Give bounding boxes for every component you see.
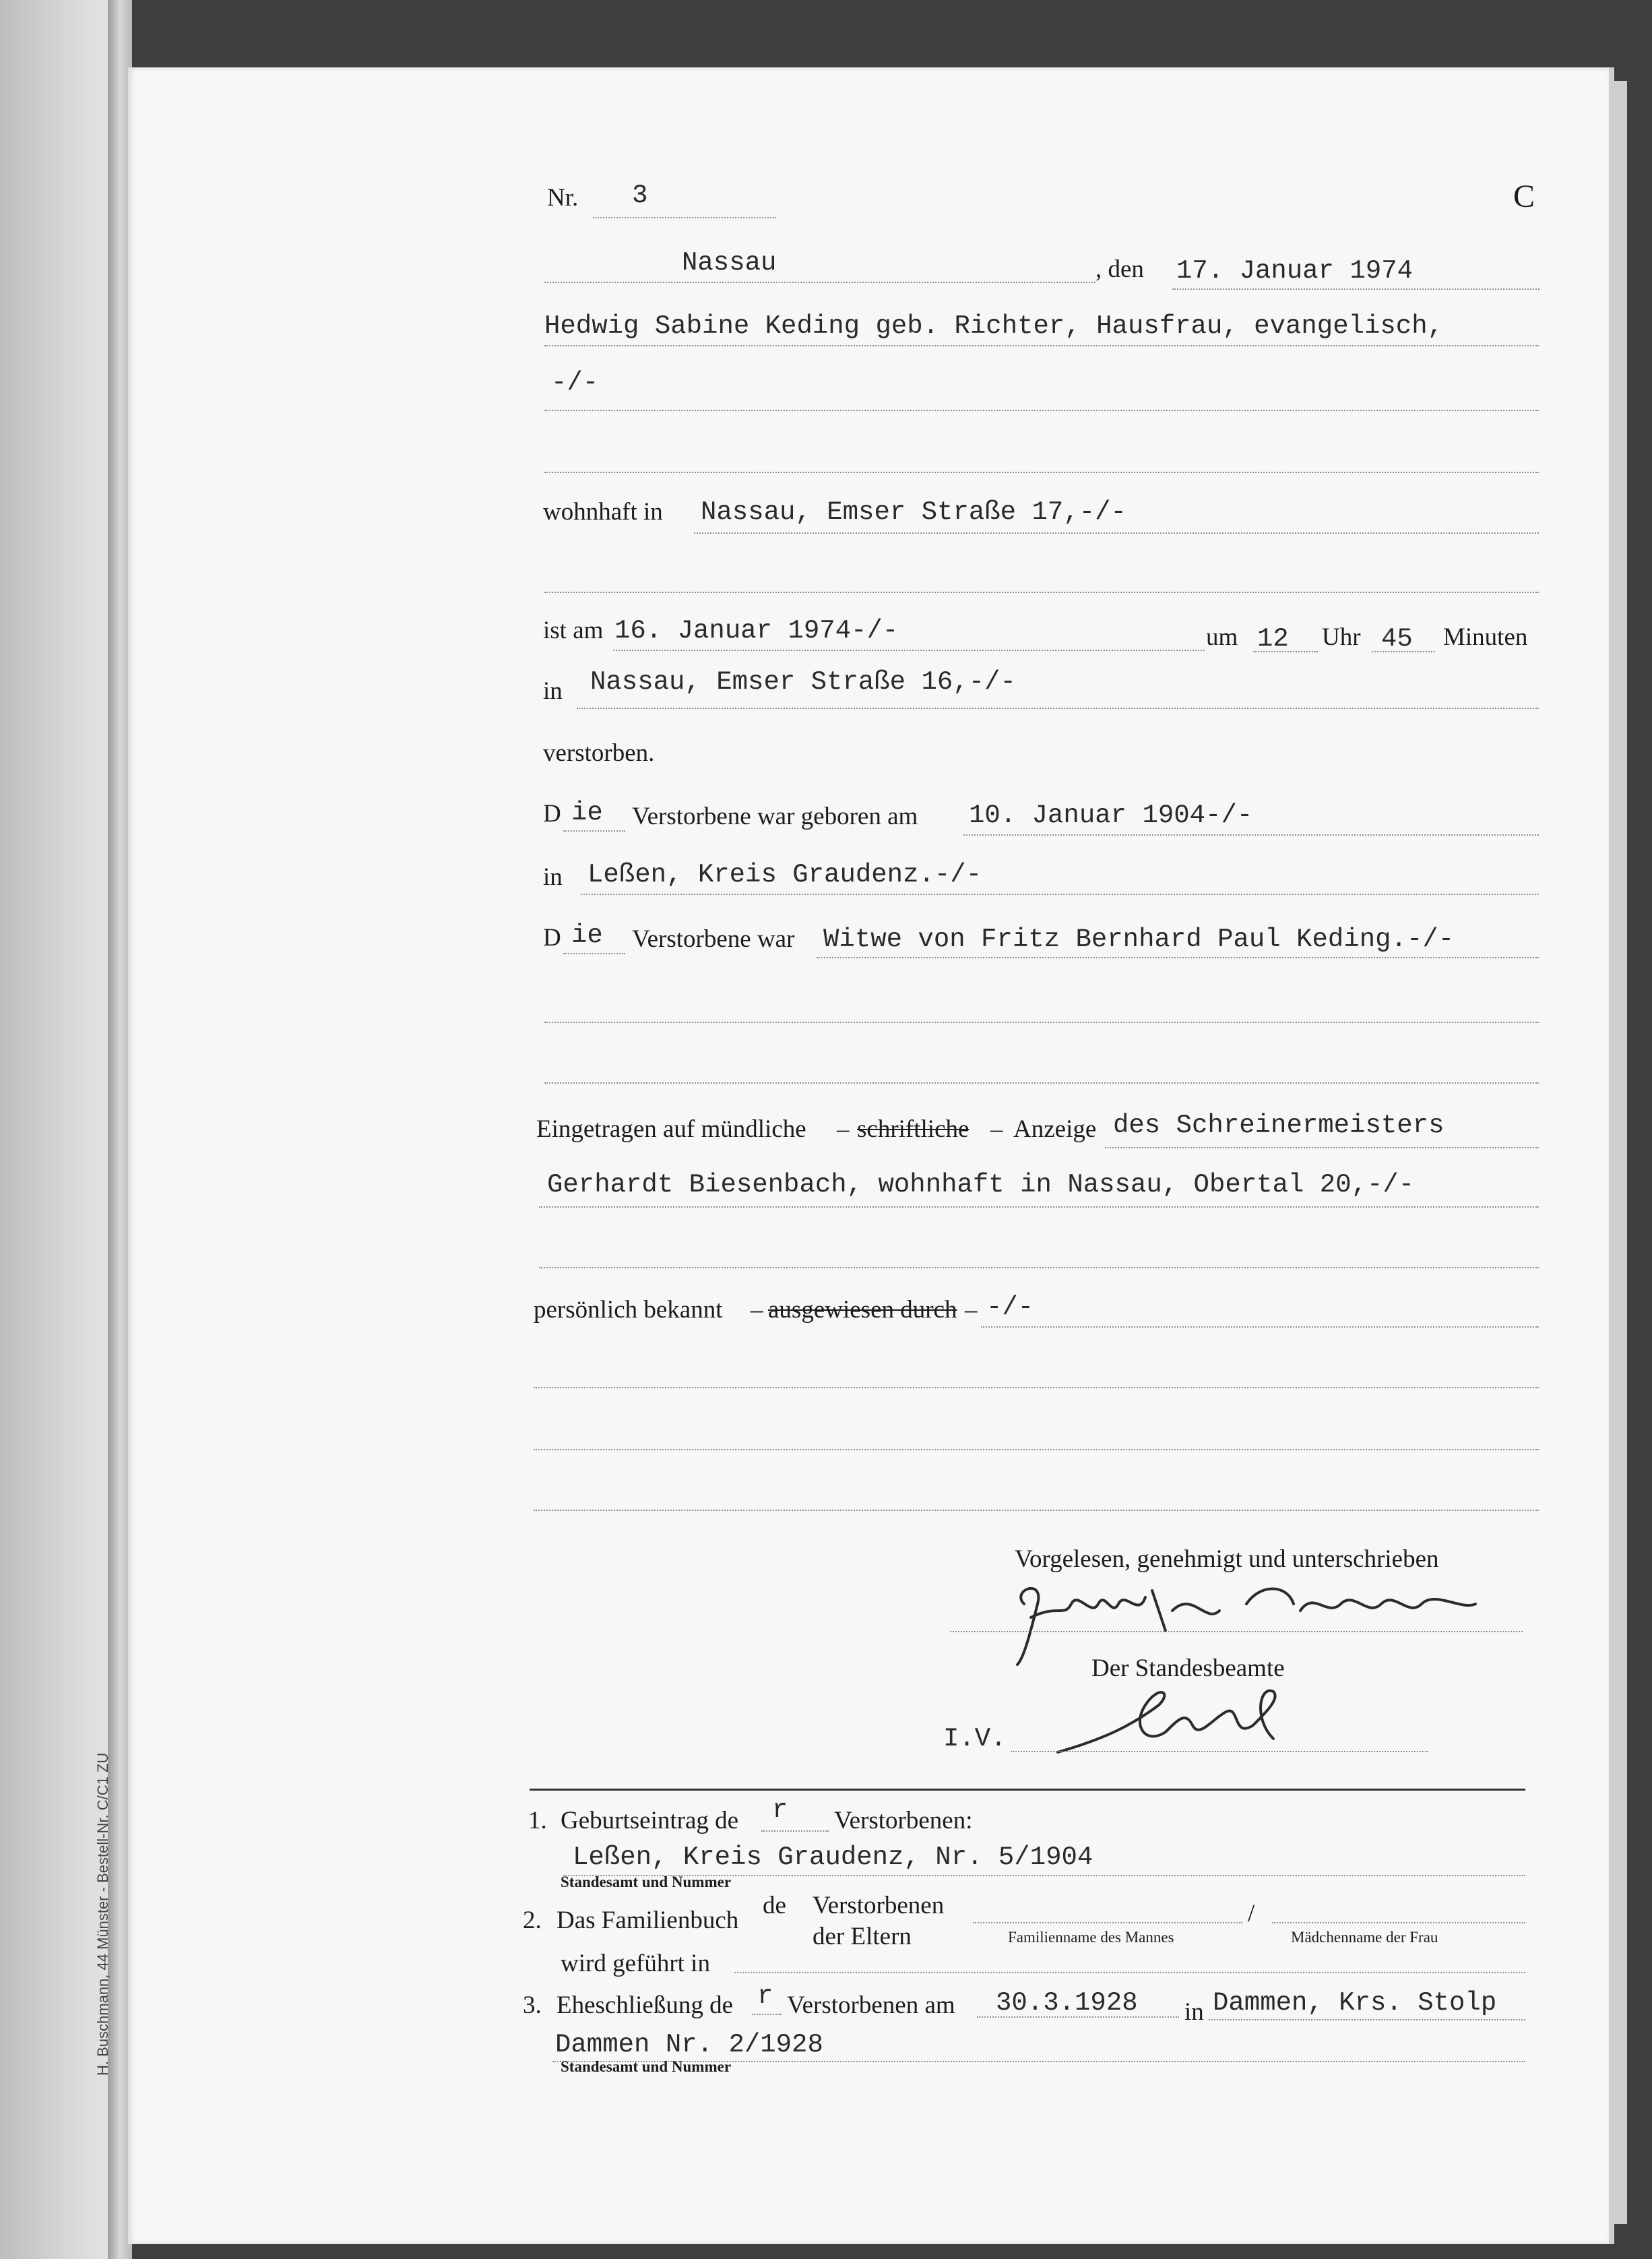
bekannt-line bbox=[981, 1326, 1539, 1328]
nr-value: 3 bbox=[632, 181, 648, 210]
ehe-mid: Verstorbenen am bbox=[787, 1991, 955, 2019]
blank-line-4 bbox=[544, 1082, 1539, 1084]
status-value: Witwe von Fritz Bernhard Paul Keding.-/- bbox=[823, 925, 1455, 954]
eingetragen-label: Eingetragen auf mündliche bbox=[536, 1115, 806, 1143]
vorgelesen-text: Vorgelesen, genehmigt und unterschrieben bbox=[1015, 1545, 1439, 1573]
blank-line-5 bbox=[539, 1267, 1539, 1268]
dash-1: – bbox=[837, 1115, 850, 1143]
maedchenname-caption: Mädchenname der Frau bbox=[1291, 1929, 1438, 1946]
geburt-suffix-line bbox=[761, 1830, 829, 1832]
born-label: Verstorbene war geboren am bbox=[632, 803, 918, 830]
footer-n1: 1. bbox=[528, 1807, 547, 1834]
geburt-label: Geburtseintrag de bbox=[561, 1807, 739, 1834]
official-signature-line bbox=[1011, 1751, 1428, 1752]
status-label: Verstorbene war bbox=[632, 925, 795, 953]
birth-place: Leßen, Kreis Graudenz.-/- bbox=[587, 860, 982, 890]
informant-line-2: Gerhardt Biesenbach, wohnhaft in Nassau, Obertal 20,-/- bbox=[547, 1170, 1415, 1200]
date: 17. Januar 1974 bbox=[1176, 256, 1413, 286]
blank-line-2 bbox=[544, 592, 1539, 593]
um-label: um bbox=[1206, 623, 1238, 651]
blank-line-7 bbox=[534, 1449, 1539, 1450]
maedchenname-line bbox=[1272, 1922, 1525, 1923]
person-line-1: Hedwig Sabine Keding geb. Richter, Hausfrau, evangelisch, bbox=[544, 311, 1444, 341]
death-date: 16. Januar 1974-/- bbox=[614, 616, 899, 646]
wohnhaft-label: wohnhaft in bbox=[543, 498, 663, 526]
ie-line-2 bbox=[563, 953, 625, 954]
place: Nassau bbox=[682, 248, 777, 278]
in-label: in bbox=[543, 677, 563, 705]
place-line bbox=[544, 282, 1095, 283]
verstorben: verstorben. bbox=[543, 739, 655, 767]
bekannt-label: persönlich bekannt bbox=[534, 1296, 723, 1324]
hour: 12 bbox=[1257, 624, 1289, 654]
verstorbenen-colon: Verstorbenen: bbox=[834, 1807, 973, 1834]
nr-label: Nr. bbox=[547, 184, 579, 212]
ehe-suffix: r bbox=[757, 1981, 773, 2011]
ehe-date-line bbox=[977, 2016, 1179, 2018]
dash-3: – bbox=[751, 1296, 763, 1324]
uhr-label: Uhr bbox=[1322, 623, 1361, 651]
standesamt-nummer-caption-2: Standesamt und Nummer bbox=[561, 2058, 732, 2075]
footer-rule bbox=[530, 1789, 1525, 1791]
iv-label: I.V. bbox=[943, 1724, 1007, 1754]
ist-am-label: ist am bbox=[543, 617, 604, 644]
informant-signature-line bbox=[950, 1631, 1523, 1632]
page-edge bbox=[1614, 81, 1627, 2224]
slash: / bbox=[1248, 1900, 1255, 1927]
geburt-suffix: r bbox=[772, 1795, 788, 1825]
minutes: 45 bbox=[1381, 624, 1413, 654]
blank-line-1 bbox=[544, 472, 1539, 473]
date-prefix: , den bbox=[1095, 255, 1144, 283]
familienbuch-label: Das Familienbuch bbox=[557, 1907, 739, 1934]
wohnhaft-value: Nassau, Emser Straße 17,-/- bbox=[701, 497, 1126, 527]
d-letter-2: D bbox=[543, 924, 561, 952]
person-line-2: -/- bbox=[551, 368, 599, 398]
d-letter-1: D bbox=[543, 800, 561, 828]
dash-4: – bbox=[965, 1296, 978, 1324]
ehe-registry: Dammen Nr. 2/1928 bbox=[555, 2030, 823, 2060]
status-line bbox=[817, 957, 1539, 958]
informant-line-2-rule bbox=[539, 1206, 1539, 1208]
der-eltern-label: der Eltern bbox=[813, 1923, 912, 1950]
ie-suffix-1: ie bbox=[571, 798, 603, 828]
person-line-1-rule bbox=[544, 345, 1539, 346]
ehe-in: in bbox=[1184, 1998, 1204, 2026]
person-line-2-rule bbox=[544, 410, 1539, 411]
dash-2: – bbox=[990, 1115, 1003, 1143]
death-date-line bbox=[613, 650, 1205, 651]
schriftliche-struck: schriftliche bbox=[857, 1115, 970, 1143]
informant-line-1: des Schreinermeisters bbox=[1113, 1111, 1444, 1140]
ehe-date: 30.3.1928 bbox=[996, 1988, 1138, 2018]
birth-date-line bbox=[963, 834, 1539, 836]
date-line bbox=[1172, 288, 1539, 290]
hour-line bbox=[1253, 651, 1318, 652]
in-label-2: in bbox=[543, 863, 563, 891]
ehe-label: Eheschließung de bbox=[557, 1991, 733, 2019]
standesbeamte-label: Der Standesbeamte bbox=[1091, 1654, 1285, 1682]
informant-line-1-rule bbox=[1105, 1147, 1539, 1148]
bekannt-value: -/- bbox=[986, 1293, 1034, 1322]
blank-line-3 bbox=[544, 1022, 1539, 1023]
ie-suffix-2: ie bbox=[571, 921, 603, 950]
familienname-caption: Familienname des Mannes bbox=[1008, 1929, 1174, 1946]
wohnhaft-line bbox=[694, 532, 1539, 534]
gefuehrt-line bbox=[734, 1972, 1525, 1973]
de-label: de bbox=[763, 1892, 786, 1919]
ie-line-1 bbox=[563, 830, 625, 832]
ehe-suffix-line bbox=[752, 2014, 782, 2015]
series-letter: C bbox=[1513, 179, 1535, 214]
official-signature bbox=[1051, 1678, 1294, 1766]
footer-n3: 3. bbox=[523, 1991, 542, 2019]
anzeige-label: Anzeige bbox=[1013, 1115, 1097, 1143]
footer-n2: 2. bbox=[523, 1907, 542, 1934]
blank-line-6 bbox=[534, 1387, 1539, 1388]
verstorbenen-label: Verstorbenen bbox=[813, 1892, 945, 1919]
ausgewiesen-struck: ausgewiesen durch bbox=[768, 1296, 957, 1324]
death-place: Nassau, Emser Straße 16,-/- bbox=[590, 667, 1016, 697]
blank-line-8 bbox=[534, 1510, 1539, 1511]
standesamt-nummer-caption: Standesamt und Nummer bbox=[561, 1874, 732, 1890]
printer-imprint: H. Buschmann, 44 Münster - Bestell-Nr. C/C1 ZU bbox=[94, 1752, 111, 2076]
nr-line bbox=[593, 217, 776, 218]
minutes-line bbox=[1372, 651, 1435, 652]
birth-place-line bbox=[581, 894, 1539, 895]
familienname-line bbox=[973, 1922, 1242, 1923]
birth-date: 10. Januar 1904-/- bbox=[969, 801, 1253, 830]
geburt-value: Leßen, Kreis Graudenz, Nr. 5/1904 bbox=[573, 1843, 1093, 1872]
gefuehrt-label: wird geführt in bbox=[561, 1950, 710, 1977]
ehe-place: Dammen, Krs. Stolp bbox=[1213, 1988, 1497, 2018]
death-place-line bbox=[577, 708, 1539, 709]
minuten-label: Minuten bbox=[1443, 623, 1528, 651]
ehe-place-line bbox=[1209, 2019, 1525, 2020]
